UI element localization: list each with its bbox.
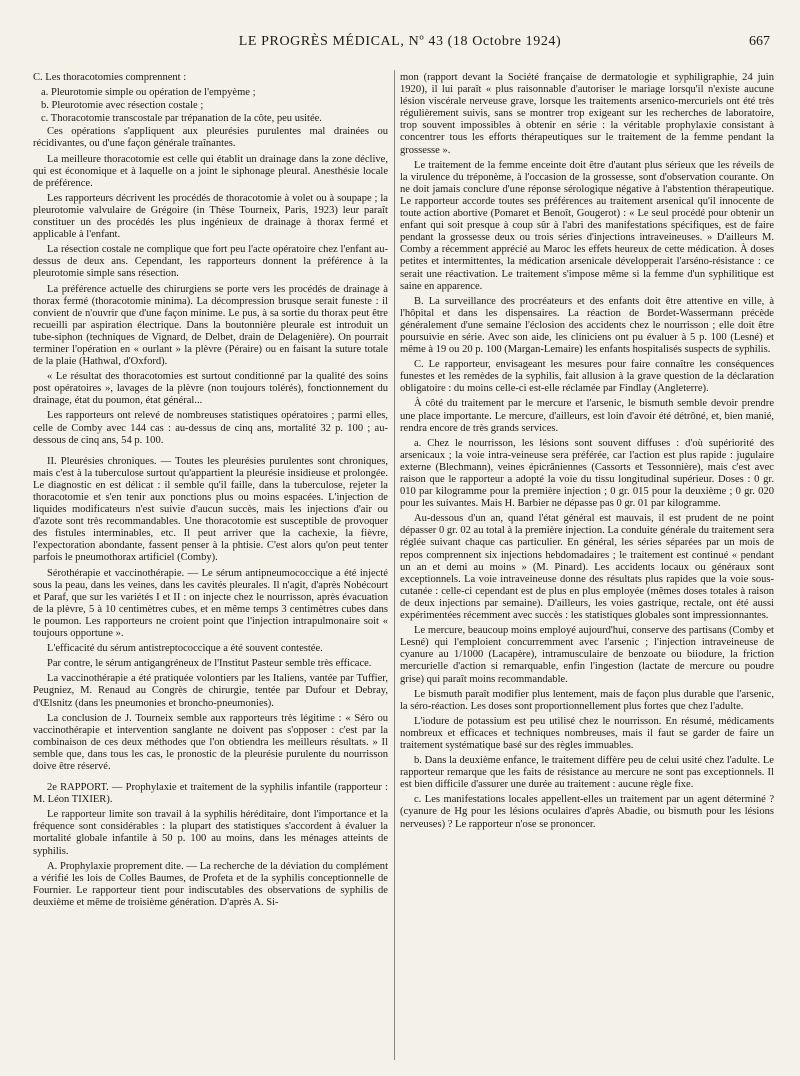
- paragraph: Les rapporteurs ont relevé de nombreuses statistiques opératoires ; parmi elles, celle de Comby avec 144 cas : au-dessus de cinq ans, mortalité 32 p. 100 ; au-dessous de cinq ans, 54 p. 100.: [33, 410, 388, 446]
- paragraph: Les rapporteurs décrivent les procédés de thoracotomie à volet ou à soupape ; la pleurotomie valvulaire de Grégoire (in Thèse Tourneix, Paris, 1923) leur paraît constituer un des procédés les plus ingénieux de drainage à thorax fermé et applicable à l'enfant.: [33, 192, 388, 241]
- paragraph: B. La surveillance des procréateurs et des enfants doit être attentive en ville, à l'hôpital et dans les dispensaires. La réaction de Bordet-Wassermann précède généralement d'une semaine l'éclosion des accidents chez le nourrisson ; elle doit être poursuivie en série. Avec son aide, les cliniciens ont pu évaluer à 5 p. 100 (Lesné) et même à 19 ou 20 p. 100 (Margan-Lemaire) les enfants hospitalisés suspects de syphilis.: [400, 295, 774, 356]
- column-divider: [394, 70, 395, 1060]
- paragraph: Ces opérations s'appliquent aux pleurésies purulentes mal drainées ou récidivantes, ou d'une façon générale traînantes.: [33, 126, 388, 150]
- paragraph: Au-dessous d'un an, quand l'état général est mauvais, il est prudent de ne point dépasser 0 gr. 02 au total à la première injection. La conduite générale du traitement sera réglée suivant chaque cas particulier. En général, les séries séparées par un mois de repos comprennent six injections hebdomadaires ; le traitement est continué « pendant un an et demi au moins » (M. Pinard). Les accidents locaux ou généraux sont exceptionnels. La voie intraveineuse donne des résultats plus rapides que la voie sous-cutanée : celle-ci cependant est de plus en plus employée (mêmes doses totales à raison de deux injections par semaine). D'ailleurs, les voies gastrique, rectale, ont été aussi expérimentées récemment avec succès : les statistiques globales sont impressionnantes.: [400, 513, 774, 622]
- paragraph: L'iodure de potassium est peu utilisé chez le nourrisson. En résumé, médicaments nombreux et efficaces et techniques nombreuses, mais il faut se garder de faire un traitement systématique basé sur des règles immuables.: [400, 715, 774, 751]
- paragraph: Sérothérapie et vaccinothérapie. — Le sérum antipneumococcique a été injecté sous la peau, dans les veines, dans les cavités pleurales. Il n'agit, d'après Nobécourt et Paraf, que sur les variétés I et II : on injecte chez le nourrisson, après évacuation de la plèvre, 5 à 10 centimètres cubes, et en même temps 3 centimètres cubes dans le poumon. Les rapporteurs ne croient point que l'injection intrapulmonaire soit « toujours opportune ».: [33, 567, 388, 640]
- left-column: [33, 72, 388, 912]
- paragraph: « Le résultat des thoracotomies est surtout conditionné par la qualité des soins post opératoires », lavages de la plèvre (non toujours tolérés), fonctionnement du drainage, état du poumon, état général...: [33, 371, 388, 407]
- paragraph: Le mercure, beaucoup moins employé aujourd'hui, conserve des partisans (Comby et Lesné) qui l'emploient concurremment avec l'arsenic ; l'injection intraveineuse de cyanure au 1/1000 (Lacapère), intramusculaire de benzoate ou biiodure, la friction mercurielle d'action si remarquable, enfin l'ingestion (lactate de mercure ou poudre grise) qui paraît moins recommandable.: [400, 625, 774, 685]
- paragraph: À côté du traitement par le mercure et l'arsenic, le bismuth semble devoir prendre une place importante. Le mercure, d'ailleurs, est loin d'avoir été détrôné, et, bien manié, rendra encore de très grands services.: [400, 398, 774, 434]
- paragraph: Par contre, le sérum antigangréneux de l'Institut Pasteur semble très efficace.: [47, 658, 372, 670]
- paragraph: L'efficacité du sérum antistreptococcique a été souvent contestée.: [47, 643, 323, 655]
- paragraph: II. Pleurésies chroniques. — Toutes les pleurésies purulentes sont chroniques, mais c'est à la tuberculose surtout qu'appartient la pleurésie insidieuse et prolongée. Le diagnostic en est délicat : il semble qu'il faille, dans la tuberculose, rejeter la thoracotomie et s'en tenir aux ponctions plus ou moins espacées. L'injection de liquides modificateurs n'est suivie d'aucun succès, mais les injections d'air ou d'azote sont très recommandables. Une thoracotomie est susceptible de provoquer des fistules interminables, etc. Il peut arriver que la cachexie, la fièvre, l'expectoration abondante, fassent penser à la phtisie. C'est alors qu'on peut tenter parfois le pneumothorax artificiel (Comby).: [33, 455, 388, 564]
- paragraph: C. Les thoracotomies comprennent :: [33, 72, 187, 83]
- paragraph: c. Les manifestations locales appellent-elles un traitement par un agent déterminé ? (cyanure de Hg pour les lésions oculaires d'après Abadie, ou bismuth pour les lésions nerveuses) ? Le rapporteur n'ose se prononcer.: [400, 794, 774, 830]
- page-header: [30, 34, 770, 56]
- journal-title: LE PROGRÈS MÉDICAL, Nº 43 (18 Octobre 1924): [238, 34, 562, 49]
- paragraph: mon (rapport devant la Société française de dermatologie et syphiligraphie, 24 juin 1920), il lui paraît « plus raisonnable d'autoriser le mariage lorsqu'il n'existe aucune lésion viscérale nerveuse grave, lorsque les traitements arsenico-mercuriels ont été très régulièrement suivis, sans se montrer trop exigeant sur les recherches de laboratoire, trop souvent impossibles à obtenir en série : la véritable prophylaxie consistant à concentrer tous les efforts thérapeutiques sur le traitement de la femme pendant la grossesse ».: [400, 72, 774, 156]
- paragraph: La meilleure thoracotomie est celle qui établit un drainage dans la zone déclive, qui est économique et à laquelle on a joint le siphonage pleural. Anesthésie locale de préférence.: [33, 153, 388, 189]
- paragraph: b. Dans la deuxième enfance, le traitement diffère peu de celui usité chez l'adulte. Le rapporteur remarque que les faits de résistance au mercure ne sont pas exceptionnels. Il est bien difficile d'assurer une durée au traitement : aucune règle fixe.: [400, 755, 774, 791]
- paragraph: La résection costale ne complique que fort peu l'acte opératoire chez l'enfant au-dessus de deux ans. Cependant, les rapporteurs donnent la préférence à la pleurotomie simple sans résection.: [33, 244, 388, 280]
- right-column: [400, 72, 774, 834]
- paragraph: A. Prophylaxie proprement dite. — La recherche de la déviation du complément a vérifié les lois de Colles Baumes, de Profeta et de la syphilis conceptionnelle de Fournier. Le rapporteur tient pour indiscutables des observations de syphilis de deuxième et même de troisième génération. D'après A. Si-: [33, 860, 388, 908]
- paragraph: La préférence actuelle des chirurgiens se porte vers les procédés de drainage à thorax fermé (thoracotomie minima). La décompression brusque serait funeste : il convient de n'ouvrir que d'une façon minime. Le pus, à sa sortie du thorax peut être recueilli par aspiration électrique. Dans la boutonnière pleurale est introduit un tube-siphon (techniques de Vignard, de Delbet, drain de Delagenière). On pourrait terminer l'opération en « ourlant » la plèvre (Péraire) ou en faisant la suture totale de la plaie (Hathwal, d'Oxford).: [33, 283, 388, 368]
- paragraph: 2e RAPPORT. — Prophylaxie et traitement de la syphilis infantile (rapporteur : M. Léon TIXIER).: [33, 782, 388, 806]
- paragraph: a. Pleurotomie simple ou opération de l'empyème ;: [41, 87, 256, 99]
- paragraph: a. Chez le nourrisson, les lésions sont souvent diffuses : d'où supériorité des arsenicaux ; la voie intra-veineuse sera préférée, car l'action est plus rapide : jugulaire externe (Blechmann), veines épicrâniennes (Cassorts et Tessonnière), mais c'est avec raison que le rapporteur a adopté la voie du tissu longitudinal supérieur. Doses : 0 gr. 010 par kilogramme pour la première injection ; 0 gr. 015 pour la deuxième ; 0 gr. 020 pour les suivantes. Mais H. Barbier ne dépasse pas 0 gr. 01 par kilogramme.: [400, 437, 774, 510]
- paragraph: Le traitement de la femme enceinte doit être d'autant plus sérieux que les réveils de la virulence du tréponème, à l'occasion de la grossesse, sont d'observation courante. On ne doit jamais conclure d'une réponse sérologique négative à l'abstention thérapeutique. Le rapporteur accorde toutes ses préférences au traitement arsenical qu'il innocente de toute action abortive (Pomaret et Benoît, Gougerot) : « Le seul procédé pour obtenir un enfant qui soit presque à coup sûr à l'abri des manifestations spécifiques, est de faire pendant la grossesse deux ou trois séries d'injections intraveineuses. » D'ailleurs M. Comby a récemment apprécié au Maroc les effets heureux de cette médication. À doses petites et intermittentes, la médication arsenicale développerait l'arséno-résistance : ce serait une réactivation. Le traitement s'impose même si la femme d'un syphilitique est saine en apparence.: [400, 159, 774, 292]
- paragraph: Le rapporteur limite son travail à la syphilis héréditaire, dont l'importance et la fréquence sont considérables : la plupart des statistiques s'accordent à évaluer la mortalité globale infantile à 50 p. 100 au moins, dans les ménages atteints de syphilis.: [33, 809, 388, 857]
- paragraph: Le bismuth paraît modifier plus lentement, mais de façon plus durable que l'arsenic, la séro-réaction. Les doses sont proportionnellement plus fortes que chez l'adulte.: [400, 688, 774, 712]
- paragraph: La vaccinothérapie a été pratiquée volontiers par les Italiens, vantée par Tuffier, Peugniez, M. Renaud au Congrès de chirurgie, tentée par Dufour et Debray, d'Œlsnitz (dans les pneumonies et broncho-pneumonies).: [33, 673, 388, 709]
- paragraph: b. Pleurotomie avec résection costale ;: [41, 100, 204, 112]
- paragraph: La conclusion de J. Tourneix semble aux rapporteurs très légitime : « Séro ou vaccinothérapie et intervention sanglante ne doivent pas s'opposer : c'est par la combinaison de ces deux méthodes que l'on obtiendra les meilleurs résultats. » Il semble que, dans tous les cas, le pronostic de la pleurésie purulente du nourrisson doive être réservé.: [33, 712, 388, 772]
- paragraph: C. Le rapporteur, envisageant les mesures pour faire connaître les conséquences funestes et les remèdes de la syphilis, fait allusion à la grave question de la déclaration obligatoire : du moins celle-ci est-elle réclamée par Findlay (Angleterre).: [400, 359, 774, 395]
- page-number: 667: [749, 34, 770, 49]
- paragraph: c. Thoracotomie transcostale par trépanation de la côte, peu usitée.: [41, 113, 322, 125]
